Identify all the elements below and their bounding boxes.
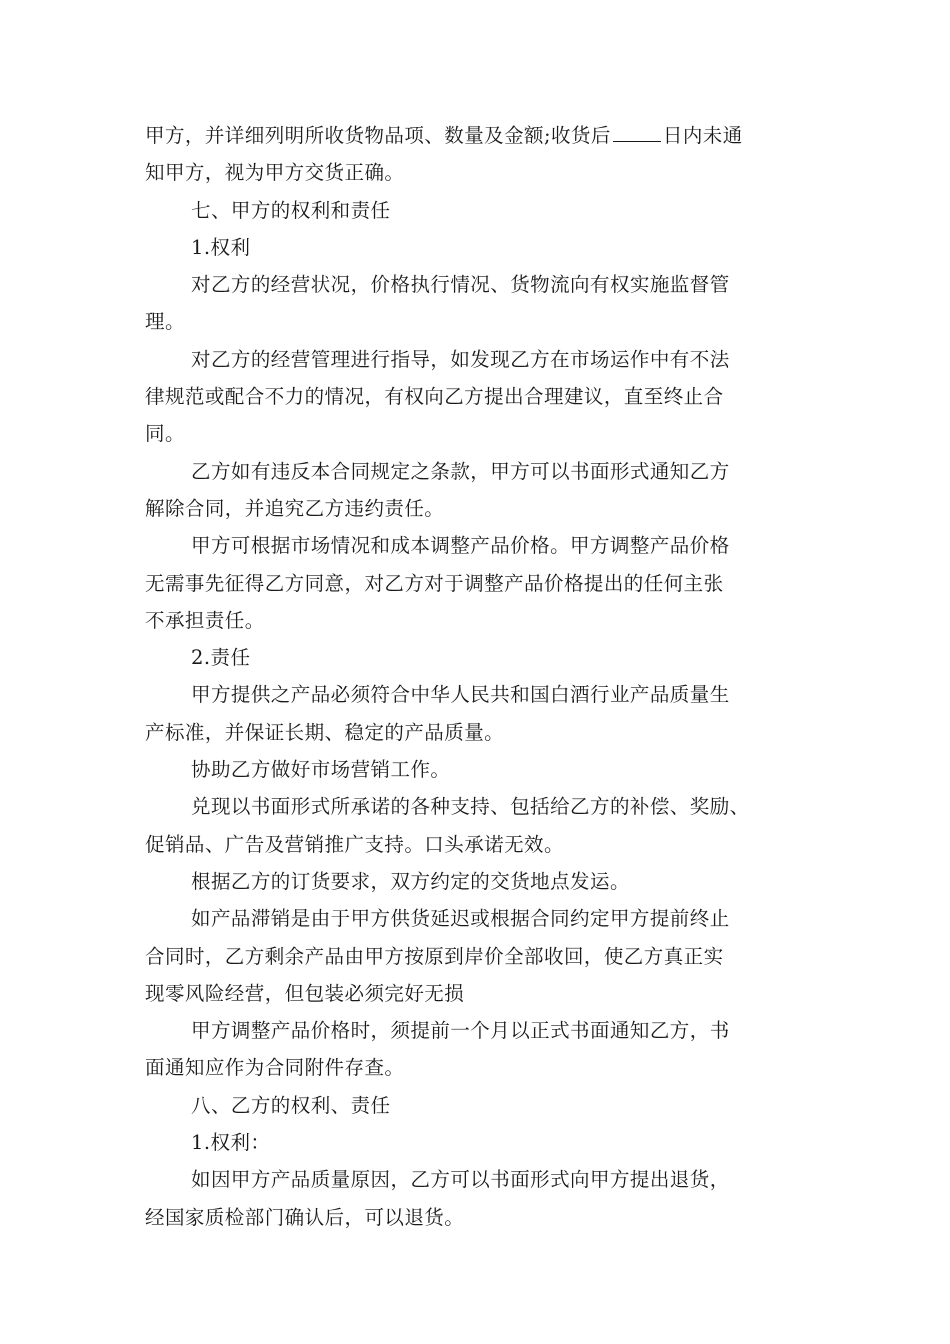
subsection-heading: 1.权利： [191,1131,271,1155]
text-line: 对乙方的经营管理进行指导，如发现乙方在市场运作中有不法 [191,347,730,371]
text-line: 产标准，并保证长期、稳定的产品质量。 [145,720,505,744]
text-line: 理。 [145,310,185,334]
subsection-heading: 2.责任 [191,646,251,670]
text-line: 知甲方，视为甲方交货正确。 [145,161,405,185]
section-heading: 七、甲方的权利和责任 [191,198,391,222]
text-line: 甲方提供之产品必须符合中华人民共和国白酒行业产品质量生 [191,683,730,707]
text-line: 协助乙方做好市场营销工作。 [191,758,451,782]
text-line: 律规范或配合不力的情况，有权向乙方提出合理建议，直至终止合 [145,385,724,409]
fill-in-blank [613,119,661,142]
text-line: 同。 [145,422,185,446]
document-body [145,117,810,1236]
text-line: 对乙方的经营状况，价格执行情况、货物流向有权实施监督管 [191,273,730,297]
text-line: 兑现以书面形式所承诺的各种支持、包括给乙方的补偿、奖励、 [191,795,750,819]
text-line: 乙方如有违反本合同规定之条款，甲方可以书面形式通知乙方 [191,459,730,483]
text-line: 如产品滞销是由于甲方供货延迟或根据合同约定甲方提前终止 [191,907,730,931]
text-line: 现零风险经营，但包装必须完好无损 [145,981,465,1005]
text-line: 经国家质检部门确认后，可以退货。 [145,1205,465,1229]
text-line: 解除合同，并追究乙方违约责任。 [145,496,445,520]
section-heading: 八、乙方的权利、责任 [191,1093,391,1117]
line-text: 甲方，并详细列明所收货物品项、数量及金额;收货后 [145,124,611,147]
line-text-tail: 日内未通 [662,124,743,147]
text-line: 如因甲方产品质量原因，乙方可以书面形式向甲方提出退货， [191,1168,730,1192]
text-line: 甲方调整产品价格时，须提前一个月以正式书面通知乙方，书 [191,1019,730,1043]
text-line: 无需事先征得乙方同意，对乙方对于调整产品价格提出的任何主张 [145,571,724,595]
text-line [145,117,810,154]
subsection-heading: 1.权利 [191,235,251,259]
text-line: 面通知应作为合同附件存查。 [145,1056,405,1080]
text-line: 根据乙方的订货要求，双方约定的交货地点发运。 [191,869,630,893]
text-line: 合同时，乙方剩余产品由甲方按原到岸价全部收回，使乙方真正实 [145,944,724,968]
text-line: 促销品、广告及营销推广支持。口头承诺无效。 [145,832,564,856]
text-line: 甲方可根据市场情况和成本调整产品价格。甲方调整产品价格 [191,534,730,558]
text-line: 不承担责任。 [145,608,265,632]
